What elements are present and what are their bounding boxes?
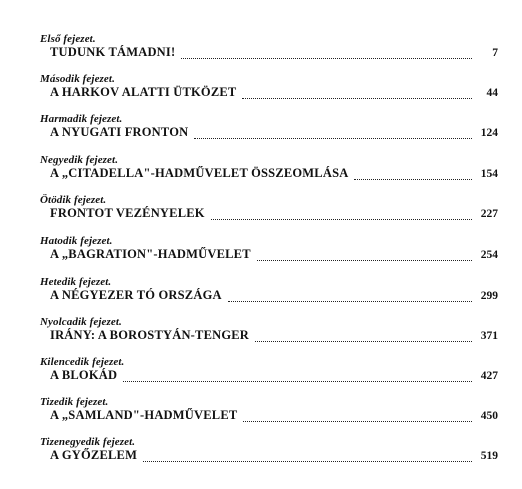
dot-leader [257,260,472,261]
toc-line [50,125,498,143]
dot-leader [255,341,472,342]
toc-line [50,85,498,103]
toc-line [50,368,498,386]
toc-entry [0,32,522,74]
page-number: 519 [480,450,498,462]
dot-leader [194,138,472,139]
dot-leader [181,58,472,59]
chapter-title: A BLOKÁD [50,368,118,382]
chapter-label: Tizenegyedik fejezet. [40,436,136,448]
page-number: 371 [480,330,498,342]
chapter-title: TUDUNK TÁMADNI! [50,45,176,59]
chapter-title: A NÉGYEZER TÓ ORSZÁGA [50,288,222,302]
chapter-title: A GYŐZELEM [50,448,138,462]
page-number: 124 [480,127,498,139]
chapter-label: Ötödik fejezet. [40,194,107,206]
chapter-label: Harmadik fejezet. [40,113,123,125]
toc-entry [0,395,522,437]
toc-line [50,408,498,426]
chapter-title: IRÁNY: A BOROSTYÁN-TENGER [50,328,250,342]
page-number: 254 [480,249,498,261]
dot-leader [143,461,472,462]
toc-line [50,448,498,466]
chapter-label: Hatodik fejezet. [40,235,113,247]
toc-entry [0,153,522,195]
page-number: 154 [480,168,498,180]
chapter-label: Hetedik fejezet. [40,276,112,288]
dot-leader [354,179,472,180]
toc-entry [0,355,522,397]
dot-leader [211,219,472,220]
page-number: 450 [480,410,498,422]
toc-entry [0,72,522,114]
chapter-title: A HARKOV ALATTI ÜTKÖZET [50,85,237,99]
chapter-label: Kilencedik fejezet. [40,356,125,368]
chapter-label: Nyolcadik fejezet. [40,316,122,328]
page-number: 427 [480,370,498,382]
chapter-label: Negyedik fejezet. [40,154,119,166]
toc-entry [0,435,522,477]
toc-line [50,247,498,265]
dot-leader [228,301,472,302]
chapter-title: A NYUGATI FRONTON [50,125,189,139]
chapter-title: A „SAMLAND"-HADMŰVELET [50,408,238,422]
toc-entry [0,112,522,154]
page-number: 227 [480,208,498,220]
page-number: 7 [492,47,498,59]
toc-line [50,45,498,63]
toc-line [50,328,498,346]
dot-leader [242,98,472,99]
dot-leader [123,381,472,382]
toc-entry [0,275,522,317]
dot-leader [243,421,472,422]
page-number: 44 [486,87,498,99]
toc-line [50,166,498,184]
chapter-label: Tizedik fejezet. [40,396,109,408]
chapter-title: FRONTOT VEZÉNYELEK [50,206,205,220]
chapter-label: Első fejezet. [40,33,96,45]
chapter-title: A „CITADELLA"-HADMŰVELET ÖSSZEOMLÁSA [50,166,349,180]
page-number: 299 [480,290,498,302]
toc-line [50,206,498,224]
toc-entry [0,193,522,235]
toc-entry [0,315,522,357]
chapter-label: Második fejezet. [40,73,115,85]
toc-line [50,288,498,306]
toc-entry [0,234,522,276]
chapter-title: A „BAGRATION"-HADMŰVELET [50,247,251,261]
